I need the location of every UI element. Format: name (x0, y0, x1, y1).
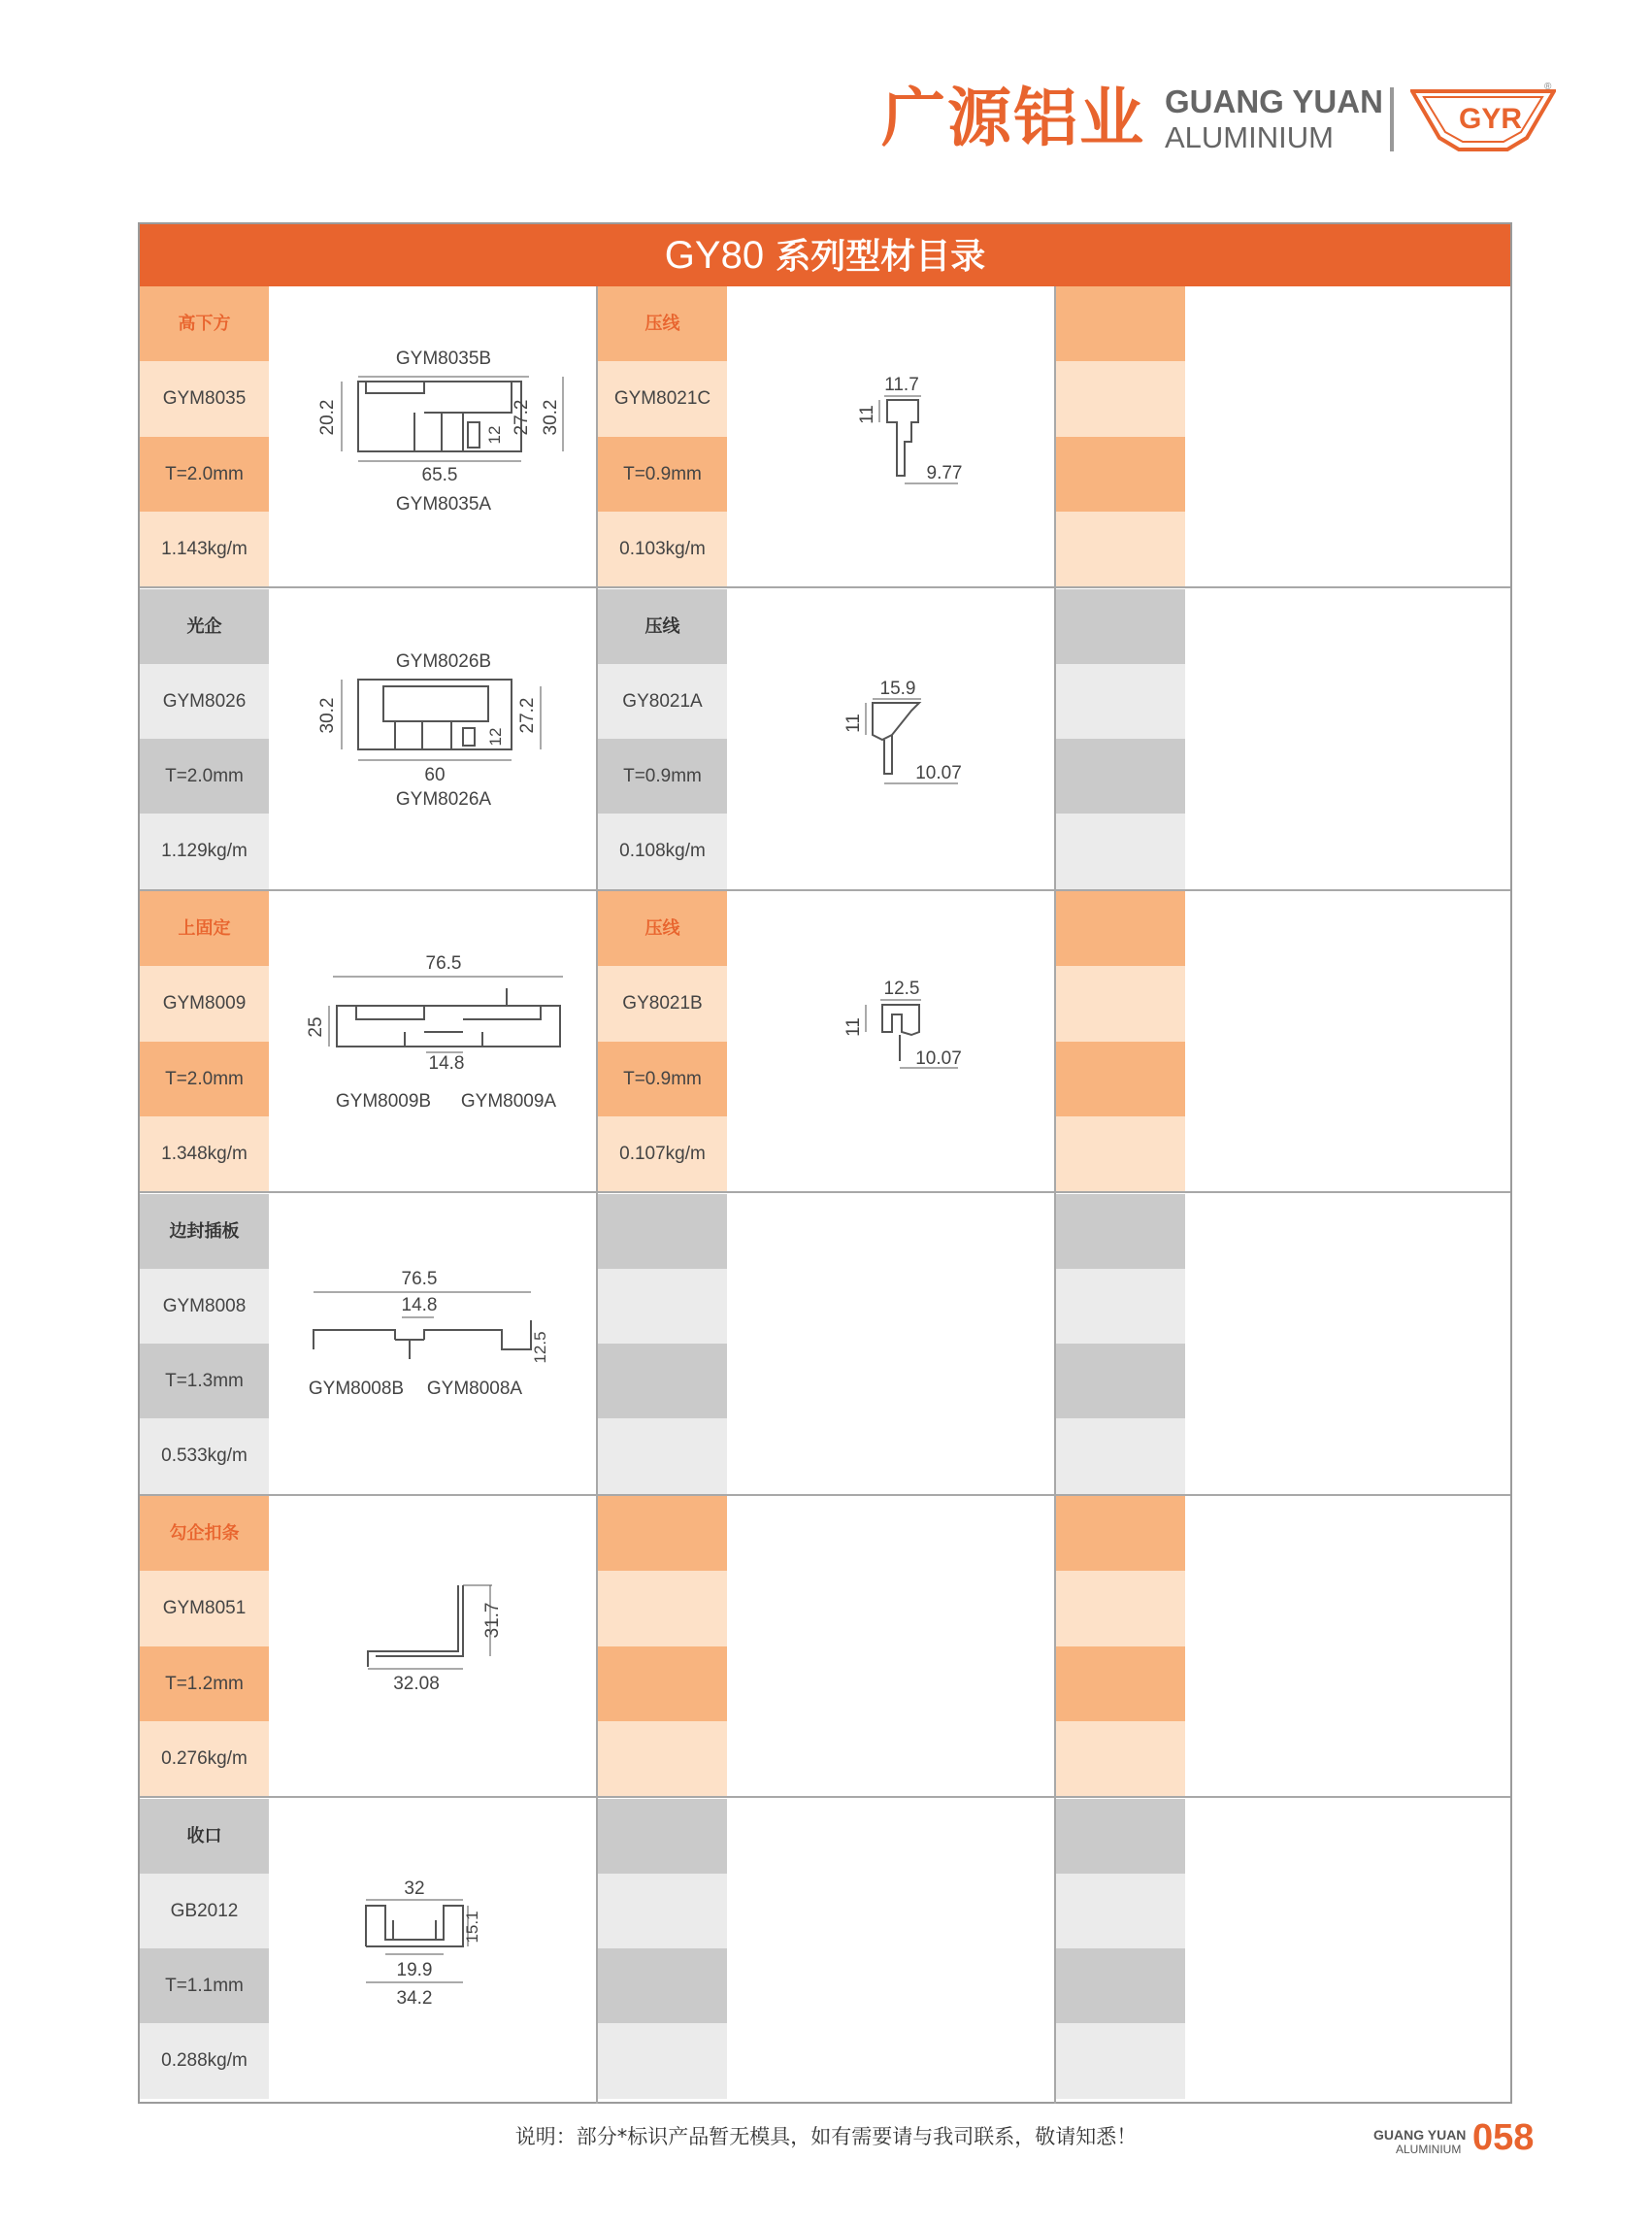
dimension-d2: 27.2 (512, 399, 532, 436)
dimension-width: 76.5 (425, 953, 462, 974)
dimension-d4: 12 (485, 425, 504, 445)
product-code: GYM8051 (140, 1571, 269, 1645)
brand-logo-icon (1410, 80, 1556, 157)
profile-label-left: GYM8008B (308, 1378, 405, 1399)
catalog-row (140, 286, 1510, 588)
footer-note: 说明：部分*标识产品暂无模具，如有需要请与我司联系，敬请知悉！ (514, 2125, 1138, 2148)
dimension-height: 11 (843, 713, 864, 733)
catalog-row (140, 589, 1510, 891)
dimension-base: 10.07 (915, 762, 962, 783)
product-name (598, 1799, 727, 1874)
catalog-title (140, 224, 1510, 286)
product-thickness: T=0.9mm (598, 739, 727, 814)
dimension-height: 15.1 (463, 1910, 481, 1944)
product-weight (1056, 2023, 1185, 2098)
product-weight (1056, 1116, 1185, 1191)
dimension-d4: 12 (486, 727, 505, 746)
profile-drawing (269, 1799, 596, 2099)
dimension-d5: 65.5 (421, 465, 458, 485)
dimension-base: 10.07 (915, 1048, 962, 1069)
dimension-d1: 30.2 (317, 697, 338, 733)
profile-label-right: GYM8009A (460, 1091, 557, 1112)
product-name (1056, 1496, 1185, 1571)
product-weight (598, 1721, 727, 1796)
brand-divider (1390, 87, 1394, 151)
product-name (1056, 286, 1185, 361)
product-weight: 1.143kg/m (140, 512, 269, 586)
product-thickness: T=2.0mm (140, 739, 269, 814)
product-weight: 0.288kg/m (140, 2023, 269, 2098)
profile-drawing (727, 1799, 1054, 2099)
product-name: 压线 (598, 891, 727, 966)
product-thickness: T=1.1mm (140, 1948, 269, 2023)
footer-brand-line2: ALUMINIUM (1396, 2143, 1462, 2156)
product-code: GB2012 (140, 1874, 269, 1948)
dimension-middle: 19.9 (396, 1959, 433, 1980)
catalog-row (140, 1194, 1510, 1496)
product-name: 收口 (140, 1799, 269, 1874)
brand-logo-letters: GYR (1459, 103, 1523, 135)
product-thickness (598, 1344, 727, 1418)
product-code (1056, 1571, 1185, 1645)
product-code (1056, 361, 1185, 436)
product-weight: 1.129kg/m (140, 814, 269, 888)
product-thickness (1056, 1042, 1185, 1116)
product-weight (598, 1418, 727, 1493)
product-code (598, 1874, 727, 1948)
product-code: GY8021A (598, 664, 727, 739)
product-thickness (1056, 1344, 1185, 1418)
dimension-width: 32 (404, 1878, 425, 1899)
profile-drawing (1185, 1496, 1512, 1796)
dimension-height: 25 (306, 1016, 326, 1038)
brand-name-en-line2: ALUMINIUM (1165, 120, 1334, 154)
product-code: GYM8008 (140, 1269, 269, 1344)
product-name: 压线 (598, 589, 727, 664)
product-weight: 0.107kg/m (598, 1116, 727, 1191)
profile-drawing (1185, 1799, 1512, 2099)
profile-drawing (1185, 891, 1512, 1191)
product-thickness: T=1.2mm (140, 1646, 269, 1721)
product-code (598, 1571, 727, 1645)
footer-brand-line1: GUANG YUAN (1373, 2127, 1467, 2143)
product-thickness: T=2.0mm (140, 437, 269, 512)
product-name: 压线 (598, 286, 727, 361)
product-weight (1056, 814, 1185, 888)
registered-mark: ® (1544, 82, 1552, 92)
page-number: 058 (1472, 2117, 1535, 2158)
dimension-d5: 60 (424, 764, 446, 785)
profile-drawing (269, 286, 596, 586)
product-weight (1056, 1721, 1185, 1796)
product-thickness (1056, 1948, 1185, 2023)
profile-label-left: GYM8009B (335, 1091, 432, 1112)
profile-drawing (727, 891, 1054, 1191)
dimension-width: 11.7 (884, 375, 919, 395)
product-name (598, 1496, 727, 1571)
dimension-width: 76.5 (401, 1268, 438, 1289)
catalog-row (140, 1799, 1510, 2101)
brand-name-en-line1: GUANG YUAN (1165, 83, 1383, 119)
product-name: 高下方 (140, 286, 269, 361)
product-thickness: T=0.9mm (598, 437, 727, 512)
product-name (1056, 589, 1185, 664)
product-code (1056, 1874, 1185, 1948)
product-code: GYM8021C (598, 361, 727, 436)
product-thickness (1056, 739, 1185, 814)
product-name (598, 1194, 727, 1269)
product-weight: 0.103kg/m (598, 512, 727, 586)
dimension-base: 9.77 (926, 463, 963, 483)
catalog-table (138, 222, 1512, 2104)
product-name (1056, 1799, 1185, 1874)
profile-drawing (1185, 589, 1512, 889)
dimension-d1: 20.2 (317, 399, 338, 436)
profile-drawing (269, 1496, 596, 1796)
dimension-height: 11 (843, 1017, 864, 1037)
profile-drawing (269, 1194, 596, 1494)
dimension-width: 15.9 (879, 678, 916, 699)
product-weight (1056, 512, 1185, 586)
series-code: GY80 (664, 234, 765, 277)
product-weight (598, 2023, 727, 2098)
profile-label-right: GYM8008A (426, 1378, 523, 1399)
profile-drawing (727, 1194, 1054, 1494)
profile-label-bottom: GYM8026A (395, 788, 492, 810)
product-weight: 0.276kg/m (140, 1721, 269, 1796)
profile-drawing (1185, 286, 1512, 586)
dimension-d3: 30.2 (541, 399, 561, 436)
product-thickness (1056, 1646, 1185, 1721)
column-divider (1054, 286, 1056, 2104)
profile-drawing (727, 1496, 1054, 1796)
product-name (1056, 891, 1185, 966)
dimension-middle: 14.8 (401, 1294, 438, 1315)
product-name: 上固定 (140, 891, 269, 966)
dimension-height: 11 (857, 405, 877, 424)
product-name: 光企 (140, 589, 269, 664)
dimension-d2: 27.2 (517, 697, 538, 733)
product-code (1056, 1269, 1185, 1344)
catalog-row (140, 891, 1510, 1193)
brand-name-cn: 广源铝业 (881, 81, 1145, 155)
dimension-middle: 14.8 (428, 1053, 465, 1074)
product-thickness (598, 1646, 727, 1721)
product-name: 勾企扣条 (140, 1496, 269, 1571)
product-weight (1056, 1418, 1185, 1493)
product-thickness: T=1.3mm (140, 1344, 269, 1418)
dimension-width: 32.08 (393, 1674, 440, 1694)
product-code: GYM8035 (140, 361, 269, 436)
product-code (1056, 664, 1185, 739)
product-name: 边封插板 (140, 1194, 269, 1269)
product-thickness (1056, 437, 1185, 512)
profile-drawing (269, 589, 596, 889)
product-code (598, 1269, 727, 1344)
profile-label-bottom: GYM8035A (395, 494, 492, 515)
column-divider (596, 286, 598, 2104)
catalog-row (140, 1496, 1510, 1798)
series-title: 系列型材目录 (776, 237, 986, 277)
product-weight: 0.108kg/m (598, 814, 727, 888)
product-thickness: T=0.9mm (598, 1042, 727, 1116)
profile-drawing (269, 891, 596, 1191)
product-thickness (598, 1948, 727, 2023)
profile-drawing (727, 589, 1054, 889)
product-code: GYM8009 (140, 966, 269, 1041)
product-weight: 1.348kg/m (140, 1116, 269, 1191)
product-name (1056, 1194, 1185, 1269)
product-thickness: T=2.0mm (140, 1042, 269, 1116)
profile-label-top: GYM8035B (395, 349, 492, 369)
profile-label-top: GYM8026B (395, 650, 492, 672)
profile-drawing (727, 286, 1054, 586)
dimension-width: 12.5 (883, 979, 920, 999)
product-code: GY8021B (598, 966, 727, 1041)
dimension-base: 34.2 (396, 1987, 433, 2009)
product-code: GYM8026 (140, 664, 269, 739)
profile-drawing (1185, 1194, 1512, 1494)
product-code (1056, 966, 1185, 1041)
dimension-height: 31.7 (482, 1602, 503, 1639)
product-weight: 0.533kg/m (140, 1418, 269, 1493)
dimension-height: 12.5 (531, 1330, 549, 1364)
